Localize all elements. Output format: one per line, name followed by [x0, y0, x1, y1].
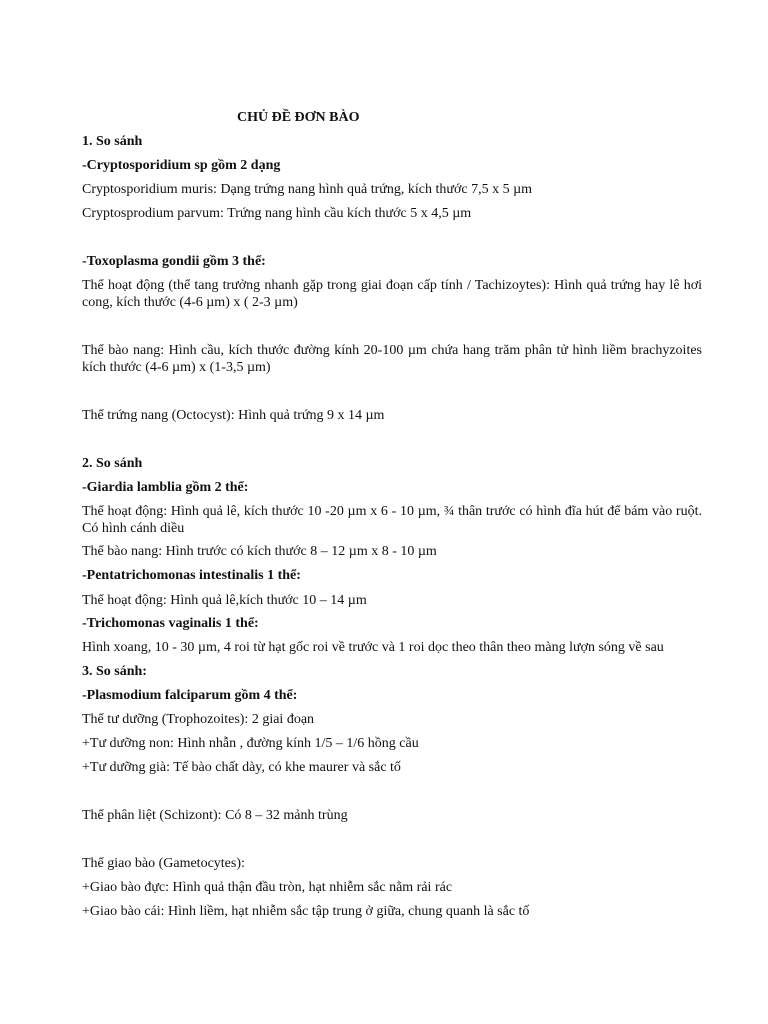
paragraph: Thể hoạt động: Hình quả lê,kích thước 10 – 14 µm [82, 593, 367, 608]
paragraph: Thể trứng nang (Octocyst): Hình quả trứng 9 x 14 µm [82, 408, 385, 423]
paragraph: +Giao bào cái: Hình liềm, hạt nhiễm sắc tập trung ở giữa, chung quanh là sắc tố [82, 904, 530, 919]
paragraph: Thể tư dưỡng (Trophozoites): 2 giai đoạn [82, 712, 315, 727]
section-1-heading: 1. So sánh [82, 134, 143, 149]
paragraph: Thể hoạt động: Hình quả lê, kích thước 10 -20 µm x 6 - 10 µm, ¾ thân trước có hình đĩa hút để bám vào ruột. Có hình cánh diều [82, 504, 702, 536]
paragraph: Thể bào nang: Hình trước có kích thước 8 – 12 µm x 8 - 10 µm [82, 544, 437, 559]
paragraph: +Giao bào đực: Hình quả thận đầu tròn, hạt nhiễm sắc nằm rải rác [82, 880, 453, 895]
pentatrichomonas-heading: -Pentatrichomonas intestinalis 1 thể: [82, 568, 301, 583]
paragraph: Cryptosprodium parvum: Trứng nang hình cầu kích thước 5 x 4,5 µm [82, 206, 472, 221]
section-2-heading: 2. So sánh [82, 456, 143, 471]
document-title: CHỦ ĐỀ ĐƠN BÀO [237, 110, 360, 125]
toxoplasma-heading: -Toxoplasma gondii gồm 3 thể: [82, 254, 266, 269]
paragraph: Hình xoang, 10 - 30 µm, 4 roi từ hạt gốc roi về trước và 1 roi dọc theo thân theo màng lượn sóng về sau [82, 640, 664, 655]
paragraph: Thể bào nang: Hình cầu, kích thước đường kính 20-100 µm chứa hang trăm phân tử hình liềm brachyzoites kích thước (4-6 µm) x (1-3,5 µm) [82, 343, 702, 375]
cryptosporidium-heading: -Cryptosporidium sp gồm 2 dạng [82, 158, 281, 173]
paragraph: +Tư dưỡng non: Hình nhẫn , đường kính 1/5 – 1/6 hồng cầu [82, 736, 419, 751]
paragraph: Thể hoạt động (thể tang trưởng nhanh gặp trong giai đoạn cấp tính / Tachizoytes): Hình quả trứng hay lê hơi cong, kích thước (4-6 µm) x ( 2-3 µm) [82, 278, 702, 310]
paragraph: Cryptosporidium muris: Dạng trứng nang hình quả trứng, kích thước 7,5 x 5 µm [82, 182, 533, 197]
paragraph: Thể phân liệt (Schizont): Có 8 – 32 mảnh trùng [82, 808, 348, 823]
trichomonas-heading: -Trichomonas vaginalis 1 thể: [82, 616, 259, 631]
paragraph: Thể giao bào (Gametocytes): [82, 856, 245, 871]
section-3-heading: 3. So sánh: [82, 664, 147, 679]
giardia-heading: -Giardia lamblia gồm 2 thể: [82, 480, 249, 495]
paragraph: +Tư dưỡng già: Tế bào chất dày, có khe maurer và sắc tố [82, 760, 401, 775]
plasmodium-heading: -Plasmodium falciparum gồm 4 thể: [82, 688, 298, 703]
